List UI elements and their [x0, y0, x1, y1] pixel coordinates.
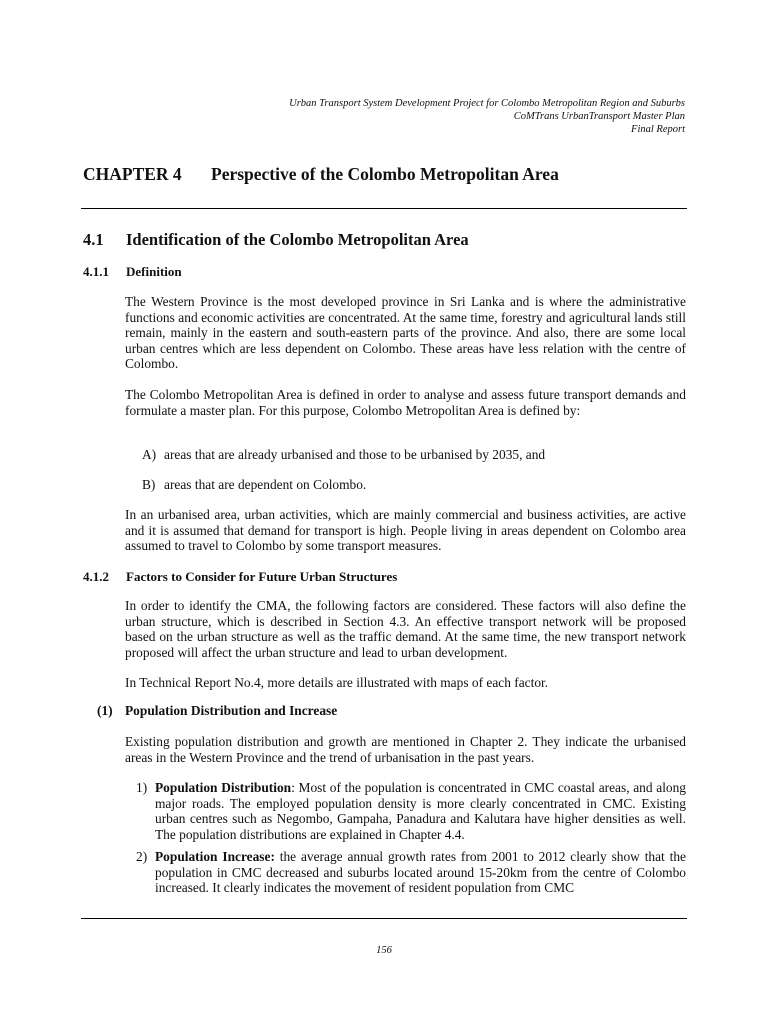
paragraph-western-province: The Western Province is the most developed province in Sri Lanka and is where the administrative functions and economic activities are concentrated. At the same time, forestry and agricultural lands still remain, mainly in the eastern and south-eastern parts of the province. And also, there are some local urban centres which are less dependent on Colombo. These areas have less relation with the centre of Colombo. — [125, 294, 686, 372]
item-body — [155, 849, 686, 896]
factor-title: Population Distribution and Increase — [125, 703, 338, 718]
running-header — [289, 97, 685, 136]
list-item-a — [142, 447, 545, 463]
subsection-title: Definition — [126, 264, 182, 279]
subsection-heading-factors — [83, 569, 397, 585]
item-term: Population Distribution — [155, 780, 292, 795]
list-text: areas that are already urbanised and those to be urbanised by 2035, and — [164, 447, 546, 462]
item-text: : Most of the population is concentrated in CMC coastal areas, and along major roads. The employed population density is more clearly concentrated in CMC. Existing urban centres such as Negombo, Gampaha, Panadura and Kalutara have higher densities as well. The population distributions are explained in Chapter 4.4. — [155, 780, 687, 842]
list-marker: A) — [142, 447, 157, 462]
item-marker: 1) — [136, 780, 148, 795]
list-text: areas that are dependent on Colombo. — [164, 477, 367, 492]
item-body — [155, 780, 686, 842]
chapter-number: CHAPTER 4 — [83, 164, 182, 184]
subsection-heading-definition — [83, 264, 182, 280]
item-marker: 2) — [136, 849, 148, 864]
paragraph-technical-report: In Technical Report No.4, more details are illustrated with maps of each factor. — [125, 675, 549, 690]
numbered-item-population-increase — [136, 849, 686, 896]
header-report-type: Final Report — [631, 124, 685, 135]
page-number: 156 — [376, 945, 392, 956]
chapter-title: Perspective of the Colombo Metropolitan Area — [211, 164, 559, 184]
numbered-item-population-distribution — [136, 780, 686, 842]
item-term: Population Increase: — [155, 849, 275, 864]
factor-heading — [97, 703, 337, 719]
section-title: Identification of the Colombo Metropolitan Area — [126, 230, 469, 249]
paragraph-existing-population: Existing population distribution and growth are mentioned in Chapter 2. They indicate the urbanised areas in the Western Province and the trend of urbanisation in the past years. — [125, 734, 686, 765]
subsection-number: 4.1.2 — [83, 569, 109, 584]
section-heading — [83, 230, 469, 250]
item-text: the average annual growth rates from 2001 to 2012 clearly show that the population in CMC decreased and suburbs located around 15-20km from the centre of Colombo increased. It clearly indicates the movement of resident population from CMC — [155, 849, 686, 896]
header-plan-title: CoMTrans UrbanTransport Master Plan — [513, 111, 685, 122]
paragraph-cma-definition: The Colombo Metropolitan Area is defined in order to analyse and assess future transport demands and formulate a master plan. For this purpose, Colombo Metropolitan Area is defined by: — [125, 387, 686, 418]
factor-marker: (1) — [97, 703, 113, 718]
section-number: 4.1 — [83, 230, 104, 249]
subsection-number: 4.1.1 — [83, 264, 109, 279]
paragraph-identify-cma: In order to identify the CMA, the following factors are considered. These factors will also define the urban structure, which is described in Section 4.3. An effective transport network will be proposed based on the urban structure as well as the traffic demand. At the same time, the new transport network proposed will affect the urban structure and lead to urban development. — [125, 598, 686, 660]
chapter-heading — [83, 164, 559, 185]
list-marker: B) — [142, 477, 156, 492]
header-project-title: Urban Transport System Development Project for Colombo Metropolitan Region and Suburbs — [289, 98, 685, 109]
subsection-title: Factors to Consider for Future Urban Structures — [126, 569, 398, 584]
chapter-divider — [81, 208, 687, 209]
list-item-b — [142, 477, 366, 493]
footer-divider — [81, 918, 687, 919]
paragraph-urbanised-area: In an urbanised area, urban activities, which are mainly commercial and business activities, are active and it is assumed that demand for transport is high. People living in areas dependent on Colombo area assumed to travel to Colombo by some transport measures. — [125, 507, 686, 554]
